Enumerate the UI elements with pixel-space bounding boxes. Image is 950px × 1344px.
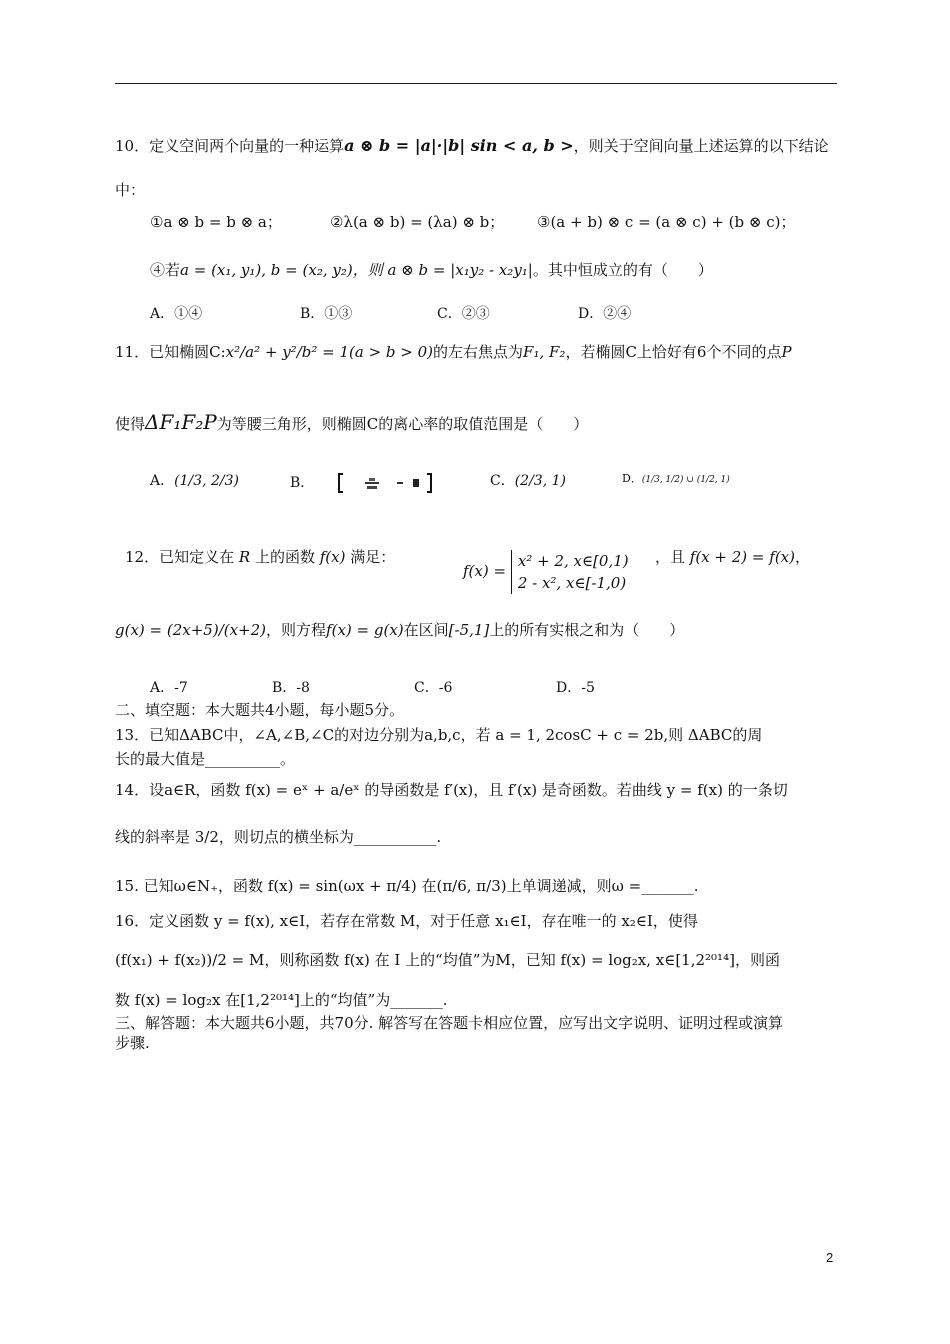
q11-triangle: ΔF₁F₂P xyxy=(145,410,217,434)
q11-point: P xyxy=(781,343,792,361)
q11-option-a xyxy=(150,470,239,490)
q11-suffix: ，若椭圆C上恰好有6个不同的点 xyxy=(565,343,782,361)
q11-mid: 的左右焦点为 xyxy=(433,343,524,361)
q13-line1: 13．已知ΔABC中，∠A,∠B,∠C的对边分别为a,b,c，若 a = 1, 2cosC + c = 2b,则 ΔABC的周 xyxy=(115,726,763,744)
q12-line2-mid2: 在区间 xyxy=(403,621,449,639)
q12-option-a: A．-7 xyxy=(150,680,188,696)
q12-piece2: 2 - x², x∈[-1,0) xyxy=(517,574,627,592)
q12-piecewise: f(x) = x² + 2, x∈[0,1) 2 - x², x∈[-1,0) xyxy=(463,552,629,592)
q11-option-d-value: (1/3, 1/2) ∪ (1/2, 1) xyxy=(641,475,730,485)
q10-conclusion-4 xyxy=(150,260,713,280)
q16-line1: 16．定义函数 y = f(x), x∈I，若存在常数 M，对于任意 x₁∈I，存在唯一的 x₂∈I，使得 xyxy=(115,912,698,930)
page-number: 2 xyxy=(826,1250,834,1265)
q12-period-formula: f(x + 2) = f(x) xyxy=(689,548,795,566)
q11-option-d xyxy=(622,470,730,486)
q16-line2: (f(x₁) + f(x₂))/2 = M，则称函数 f(x) 在 I 上的“均值”为M，已知 f(x) = log₂x, x∈[1,2²⁰¹⁴]，则函 xyxy=(115,951,780,969)
q11-option-c-label: C． xyxy=(490,473,515,489)
q11-ellipse: x²/a² + y²/b² = 1(a > b > 0) xyxy=(225,343,434,361)
q12-R: R xyxy=(238,548,251,566)
q10-prefix: 10．定义空间两个向量的一种运算 xyxy=(115,137,345,155)
q11-option-a-value: (1/3, 2/3) xyxy=(174,473,240,489)
q12-fx: f(x) xyxy=(319,548,346,566)
q10-option-d: D．②④ xyxy=(578,306,632,322)
q11-option-a-label: A． xyxy=(150,473,175,489)
q16-line3: 数 f(x) = log₂x 在[1,2²⁰¹⁴]上的“均值”为_______. xyxy=(115,991,448,1009)
q10-conclusion-3: ③(a + b) ⊗ c = (a ⊗ c) + (b ⊗ c)； xyxy=(537,213,796,231)
q11-option-c-value: (2/3, 1) xyxy=(514,473,566,489)
q12-line2-mid: ，则方程 xyxy=(266,621,327,639)
section-3-heading-cont: 步骤. xyxy=(115,1034,150,1052)
q12-interval: [-5,1] xyxy=(448,621,490,639)
q15-line: 15. 已知ω∈N₊，函数 f(x) = sin(ωx + π/4) 在(π/6, π/3)上单调递减，则ω =_______. xyxy=(115,877,699,895)
q12-cases xyxy=(511,550,629,594)
q10-c4-formula: a = (x₁, y₁), b = (x₂, y₂)，则 a ⊗ b = |x₁y₂ - x₂y₁| xyxy=(180,261,533,279)
q11-line2-suffix: 为等腰三角形，则椭圆C的离心率的取值范围是（ ） xyxy=(216,415,589,433)
section-3-heading: 三、解答题：本大题共6小题，共70分. 解答写在答题卡相应位置，应写出文字说明、证明过程或演算 xyxy=(115,1014,784,1032)
q12-line1 xyxy=(125,547,395,567)
q11-line1 xyxy=(115,342,792,362)
q12-period-prefix: ，且 xyxy=(655,548,686,566)
q10-line1 xyxy=(115,136,829,156)
q13-line2: 长的最大值是__________。 xyxy=(115,750,296,768)
q12-mid: 上的函数 xyxy=(254,548,315,566)
q10-conclusion-1: ①a ⊗ b = b ⊗ a； xyxy=(150,213,282,231)
q14-line2: 线的斜率是 3/2，则切点的横坐标为___________. xyxy=(115,828,442,846)
q12-prefix: 12．已知定义在 xyxy=(125,548,235,566)
q12-gx: g(x) = (2x+5)/(x+2) xyxy=(115,621,267,639)
q12-option-b: B．-8 xyxy=(272,680,310,696)
section-2-heading: 二、填空题：本大题共4小题，每小题5分。 xyxy=(115,701,405,719)
q11-option-c xyxy=(490,470,566,490)
header-rule xyxy=(115,83,837,84)
q10-suffix: ，则关于空间向量上述运算的以下结论 xyxy=(573,137,829,155)
q11-option-b-garbled-image xyxy=(319,470,439,496)
q12-piecewise-fx: f(x) xyxy=(463,562,489,580)
q14-line1: 14．设a∈R，函数 f(x) = eˣ + a/eˣ 的导函数是 f′(x)，且 f′(x) 是奇函数。若曲线 y = f(x) 的一条切 xyxy=(115,781,788,799)
q10-option-c: C．②③ xyxy=(437,306,490,322)
q11-prefix: 11．已知椭圆C: xyxy=(115,343,226,361)
q12-line2 xyxy=(115,620,684,640)
q10-line2: 中： xyxy=(115,181,146,199)
q10-formula: a ⊗ b = |a|·|b| sin < a, b > xyxy=(344,136,574,155)
q10-conclusion-2: ②λ(a ⊗ b) = (λa) ⊗ b； xyxy=(330,213,505,231)
q12-period: ，且 f(x + 2) = f(x)， xyxy=(655,548,810,566)
q11-option-d-label: D． xyxy=(622,472,642,485)
q11-foci: F₁, F₂ xyxy=(523,343,566,361)
q12-option-d: D．-5 xyxy=(556,680,595,696)
q11-option-b xyxy=(290,470,439,496)
q10-option-b: B．①③ xyxy=(300,306,353,322)
q11-line2 xyxy=(115,412,588,434)
q12-line2-suffix: 上的所有实根之和为（ ） xyxy=(489,621,685,639)
q10-option-a: A．①④ xyxy=(150,306,203,322)
q10-c4-prefix: ④若 xyxy=(150,261,181,279)
q12-mid2: 满足： xyxy=(350,548,396,566)
q10-c4-suffix: 。其中恒成立的有（ ） xyxy=(532,261,713,279)
q11-option-b-label: B． xyxy=(290,475,315,491)
q12-piece1: x² + 2, x∈[0,1) xyxy=(517,552,629,570)
q11-line2-prefix: 使得 xyxy=(115,415,146,433)
q12-equation: f(x) = g(x) xyxy=(326,621,404,639)
q12-option-c: C．-6 xyxy=(414,680,453,696)
